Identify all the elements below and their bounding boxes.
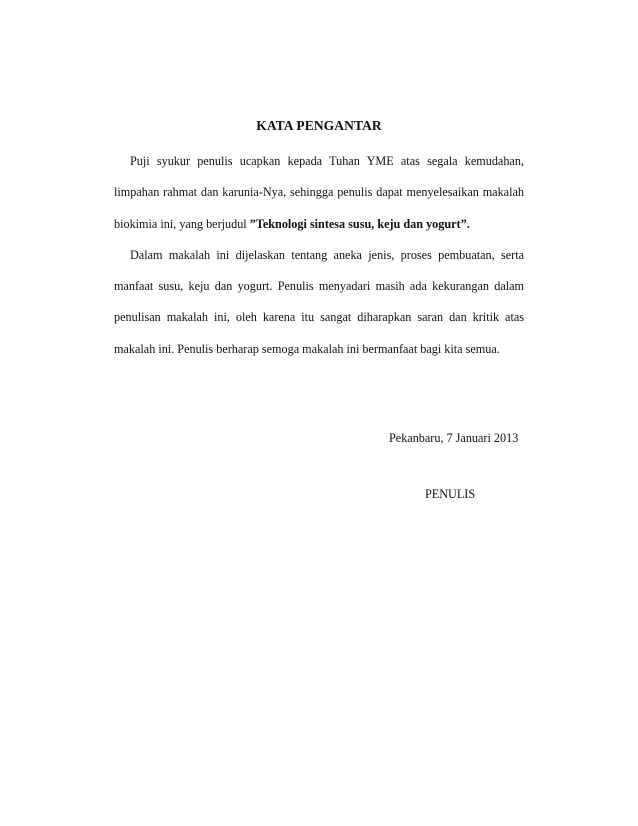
body-text	[114, 146, 524, 365]
page-title: KATA PENGANTAR	[256, 118, 382, 133]
signature: PENULIS	[425, 487, 476, 501]
place-date: Pekanbaru, 7 Januari 2013	[389, 431, 519, 445]
paragraph-1-text: Puji syukur penulis ucapkan kepada Tuhan YME atas segala kemudahan, limpahan rahmat dan karunia-Nya, sehingga penulis dapat menyelesaikan makalah biokimia ini, yang berjudul	[114, 154, 524, 231]
paragraph-2: Dalam makalah ini dijelaskan tentang aneka jenis, proses pembuatan, serta manfaat susu, keju dan yogurt. Penulis menyadari masih ada kekurangan dalam penulisan makalah ini, oleh karena itu sangat diharapkan saran dan kritik atas makalah ini. Penulis berharap semoga makalah ini bermanfaat bagi kita semua.	[114, 247, 524, 356]
paper-title-bold: ”Teknologi sintesa susu, keju dan yogurt”.	[249, 216, 470, 231]
paragraph-1	[114, 146, 524, 240]
